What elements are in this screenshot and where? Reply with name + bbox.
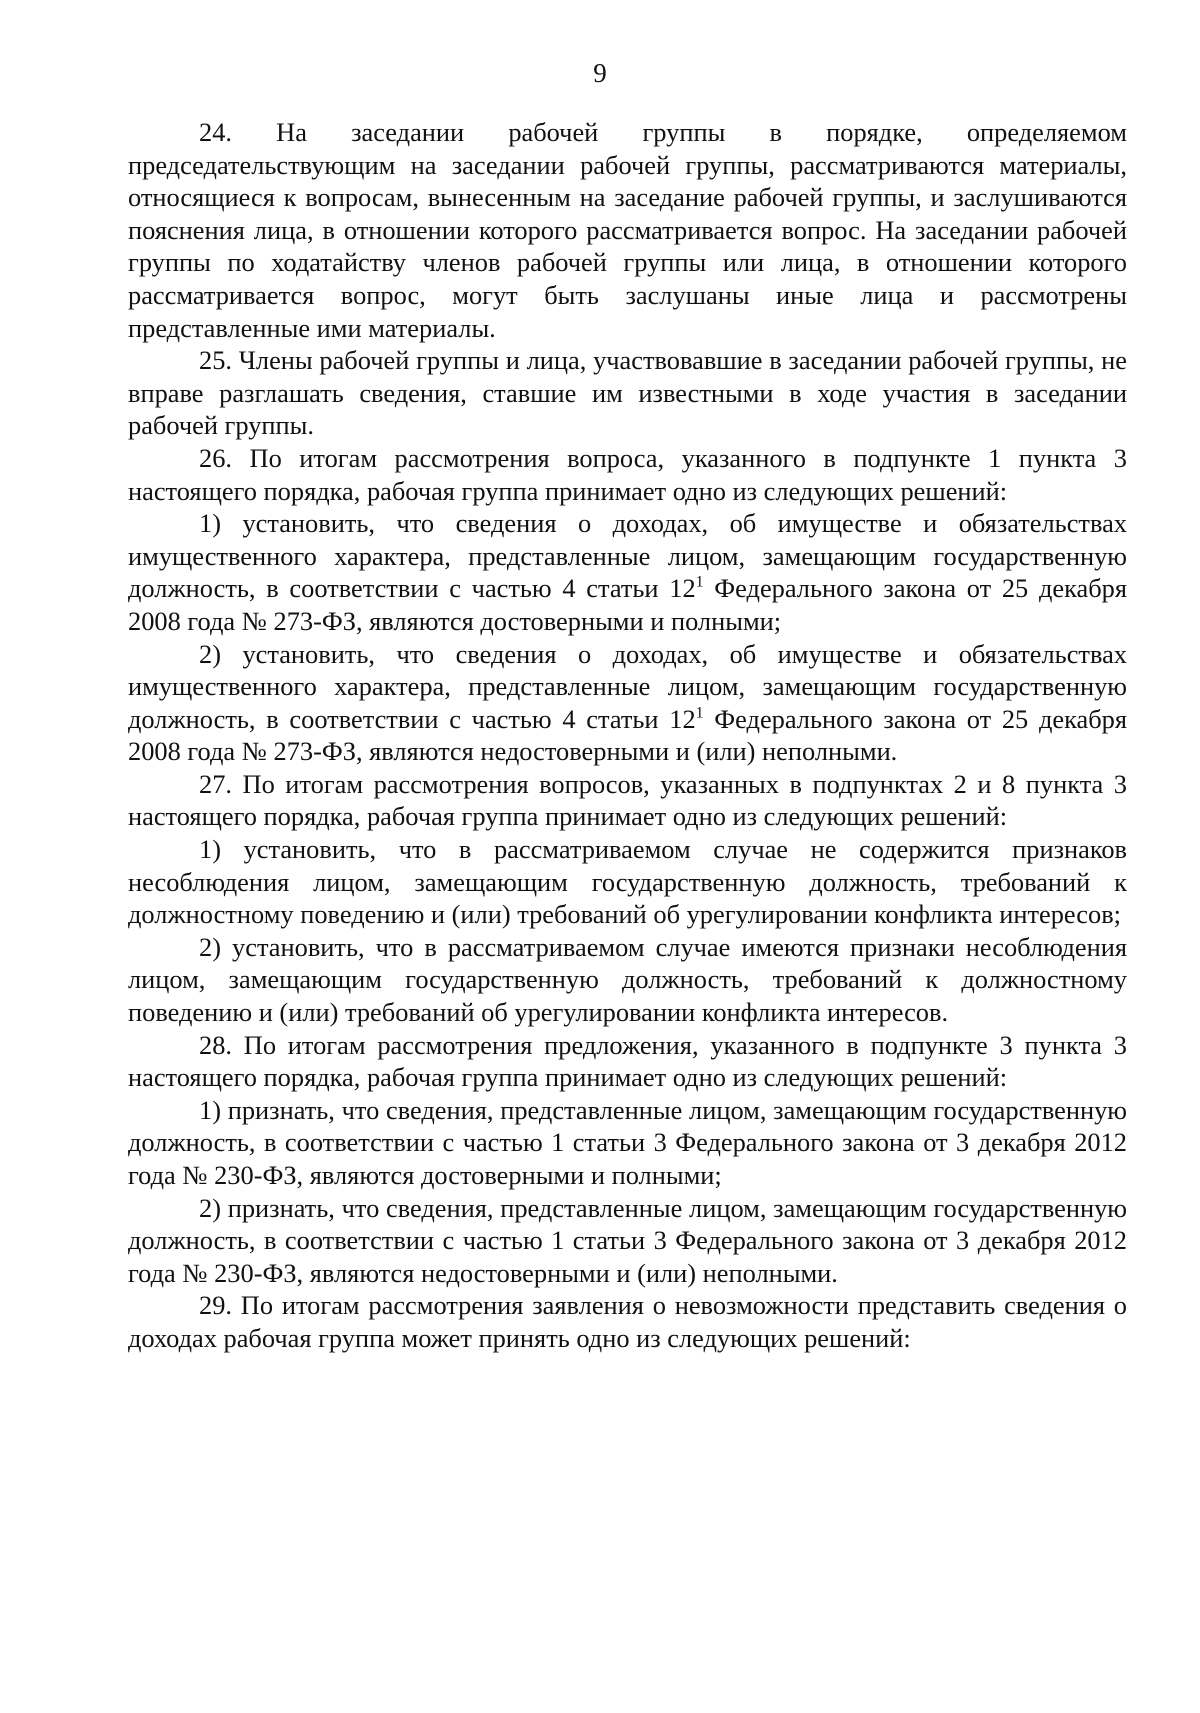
document-body (128, 116, 1127, 1355)
paragraph-28-item-2: 2) признать, что сведения, представленные лицом, замещающим государственную должность, в соответствии с частью 1 статьи 3 Федерального закона от 3 декабря 2012 года № 230-ФЗ, являются недостоверными и (или) неполными. (128, 1192, 1127, 1288)
paragraph-26-item-1 (128, 507, 1127, 637)
superscript-footnote-mark: 1 (695, 574, 704, 592)
paragraph-29: 29. По итогам рассмотрения заявления о невозможности представить сведения о доходах рабочая группа может принять одно из следующих решений: (128, 1290, 1127, 1353)
paragraph-26-item-1-text-end: Федерального закона от 25 декабря 2008 года № 273-ФЗ, являются достоверными и полными; (128, 573, 1127, 636)
paragraph-27-item-2: 2) установить, что в рассматриваемом случае имеются признаки несоблюдения лицом, замещающим государственную должность, требований к должностному поведению и (или) требований об урегулировании конфликта интересов. (128, 931, 1127, 1028)
paragraph-27-item-1: 1) установить, что в рассматриваемом случае не содержится признаков несоблюдения лицом, замещающим государственную должность, требований к должностному поведению и (или) требований об урегулировании конфликта интересов; (128, 834, 1127, 930)
paragraph-28: 28. По итогам рассмотрения предложения, указанного в подпункте 3 пункта 3 настоящего порядка, рабочая группа принимает одно из следующих решений: (128, 1029, 1127, 1093)
paragraph-26-item-2-text-end: Федерального закона от 25 декабря 2008 года № 273-ФЗ, являются недостоверными и (или) неполными. (128, 703, 1127, 767)
paragraph-26-item-1-text-start: 1) установить, что сведения о доходах, об имуществе и обязательствах имущественного характера, представленные лицом, замещающим государственную должность, в соответствии с частью 4 статьи 12 (128, 508, 1127, 604)
paragraph-26-item-2 (128, 638, 1127, 768)
paragraph-28-item-1: 1) признать, что сведения, представленные лицом, замещающим государственную должность, в соответствии с частью 1 статьи 3 Федерального закона от 3 декабря 2012 года № 230-ФЗ, являются достоверными и полными; (128, 1094, 1127, 1190)
page-number: 9 (593, 58, 607, 88)
paragraph-26-item-2-text-start: 2) установить, что сведения о доходах, об имуществе и обязательствах имущественного характера, представленные лицом, замещающим государственную должность, в соответствии с частью 4 статьи 12 (128, 638, 1127, 734)
paragraph-27: 27. По итогам рассмотрения вопросов, указанных в подпунктах 2 и 8 пункта 3 настоящего порядка, рабочая группа принимает одно из следующих решений: (128, 768, 1127, 832)
paragraph-25: 25. Члены рабочей группы и лица, участвовавшие в заседании рабочей группы, не вправе разглашать сведения, ставшие им известными в ходе участия в заседании рабочей группы. (128, 345, 1127, 441)
superscript-footnote-mark: 1 (695, 704, 704, 722)
paragraph-24: 24. На заседании рабочей группы в порядке, определяемом председательствующим на заседании рабочей группы, рассматриваются материалы, относящиеся к вопросам, вынесенным на заседание рабочей группы, и заслушиваются пояснения лица, в отношении которого рассматривается вопрос. На заседании рабочей группы по ходатайству членов рабочей группы или лица, в отношении которого рассматривается вопрос, могут быть заслушаны иные лица и рассмотрены представленные ими материалы. (128, 117, 1127, 343)
paragraph-26: 26. По итогам рассмотрения вопроса, указанного в подпункте 1 пункта 3 настоящего порядка, рабочая группа принимает одно из следующих решений: (128, 442, 1127, 506)
